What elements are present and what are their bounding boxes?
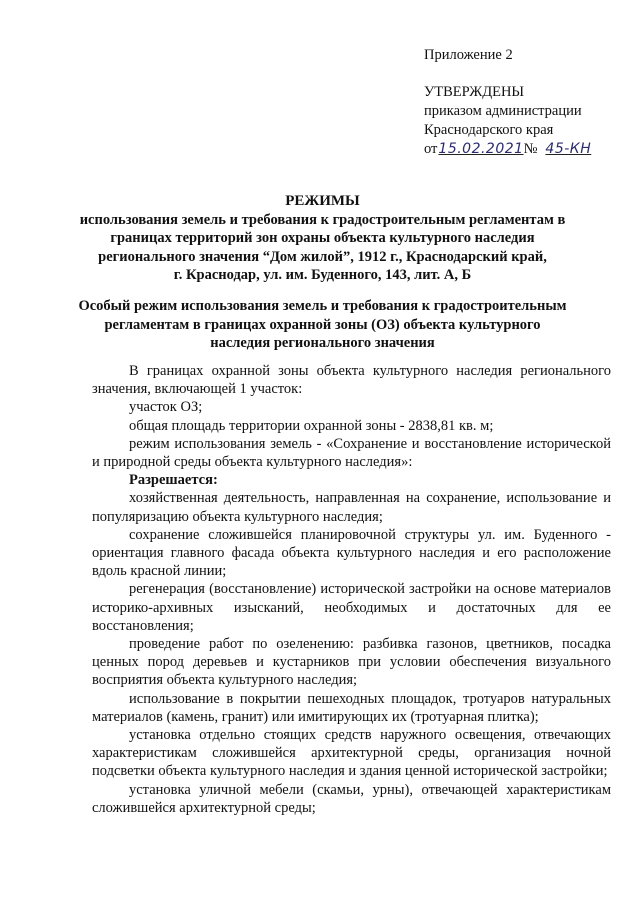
title-line: регионального значения “Дом жилой”, 1912 г., Краснодарский край,: [98, 248, 547, 265]
document-title: [60, 192, 585, 285]
body-text: [92, 362, 611, 817]
number-label: №: [523, 141, 538, 157]
approved-label: УТВЕРЖДЕНЫ: [424, 84, 525, 100]
paragraph: режим использования земель - «Сохранение и восстановление исторической и природной среды объекта культурного наследия»:: [92, 435, 611, 471]
section-heading: [60, 297, 585, 353]
region-line: Краснодарского края: [424, 122, 554, 138]
allowed-heading: Разрешается:: [129, 472, 218, 489]
handwritten-date: 15.02.2021: [438, 141, 524, 157]
title-main: РЕЖИМЫ: [285, 193, 360, 209]
paragraph: использование в покрытии пешеходных площадок, тротуаров натуральных материалов (камень, гранит) или имитирующих их (тротуарная плитка);: [92, 690, 611, 725]
paragraph: общая площадь территории охранной зоны - 2838,81 кв. м;: [129, 417, 494, 434]
title-line: использования земель и требования к градостроительным регламентам в: [79, 211, 566, 228]
order-date-number-line: [424, 140, 629, 159]
paragraph: установка отдельно стоящих средств наружного освещения, отвечающих характеристикам сложившейся архитектурной среды, организация ночной подсветки объекта культурного наследия и здания ценной исторической застройки;: [92, 727, 611, 780]
approval-stamp-block: [424, 46, 629, 159]
order-line: приказом администрации: [424, 103, 582, 119]
paragraph: сохранение сложившейся планировочной структуры ул. им. Буденного - ориентация главного фасада объекта культурного наследия и его расположение вдоль красной линии;: [92, 526, 611, 580]
handwritten-number: 45-КН: [545, 141, 592, 157]
from-label: от: [424, 141, 438, 157]
paragraph: хозяйственная деятельность, направленная на сохранение, использование и популяризацию объекта культурного наследия;: [92, 490, 611, 525]
paragraph: участок ОЗ;: [129, 399, 203, 416]
title-line: г. Краснодар, ул. им. Буденного, 143, лит. А, Б: [173, 267, 472, 283]
appendix-label: Приложение 2: [424, 47, 513, 63]
title-line: границах территорий зон охраны объекта культурного наследия: [110, 230, 535, 246]
section-heading-line: Особый режим использования земель и требования к градостроительным: [78, 298, 567, 314]
paragraph: В границах охранной зоны объекта культурного наследия регионального значения, включающей 1 участок:: [92, 363, 611, 398]
paragraph: регенерация (восстановление) исторической застройки на основе материалов историко-архивных изысканий, необходимых и достаточных для ее восстановления;: [92, 581, 611, 634]
section-heading-line: наследия регионального значения: [210, 335, 435, 351]
section-heading-line: регламентам в границах охранной зоны (ОЗ) объекта культурного: [104, 316, 541, 333]
paragraph: установка уличной мебели (скамьи, урны), отвечающей характеристикам сложившейся архитектурной среды;: [92, 781, 611, 816]
paragraph: проведение работ по озеленению: разбивка газонов, цветников, посадка ценных пород деревьев и кустарников при условии обеспечения визуального восприятия объекта культурного наследия;: [92, 636, 611, 689]
